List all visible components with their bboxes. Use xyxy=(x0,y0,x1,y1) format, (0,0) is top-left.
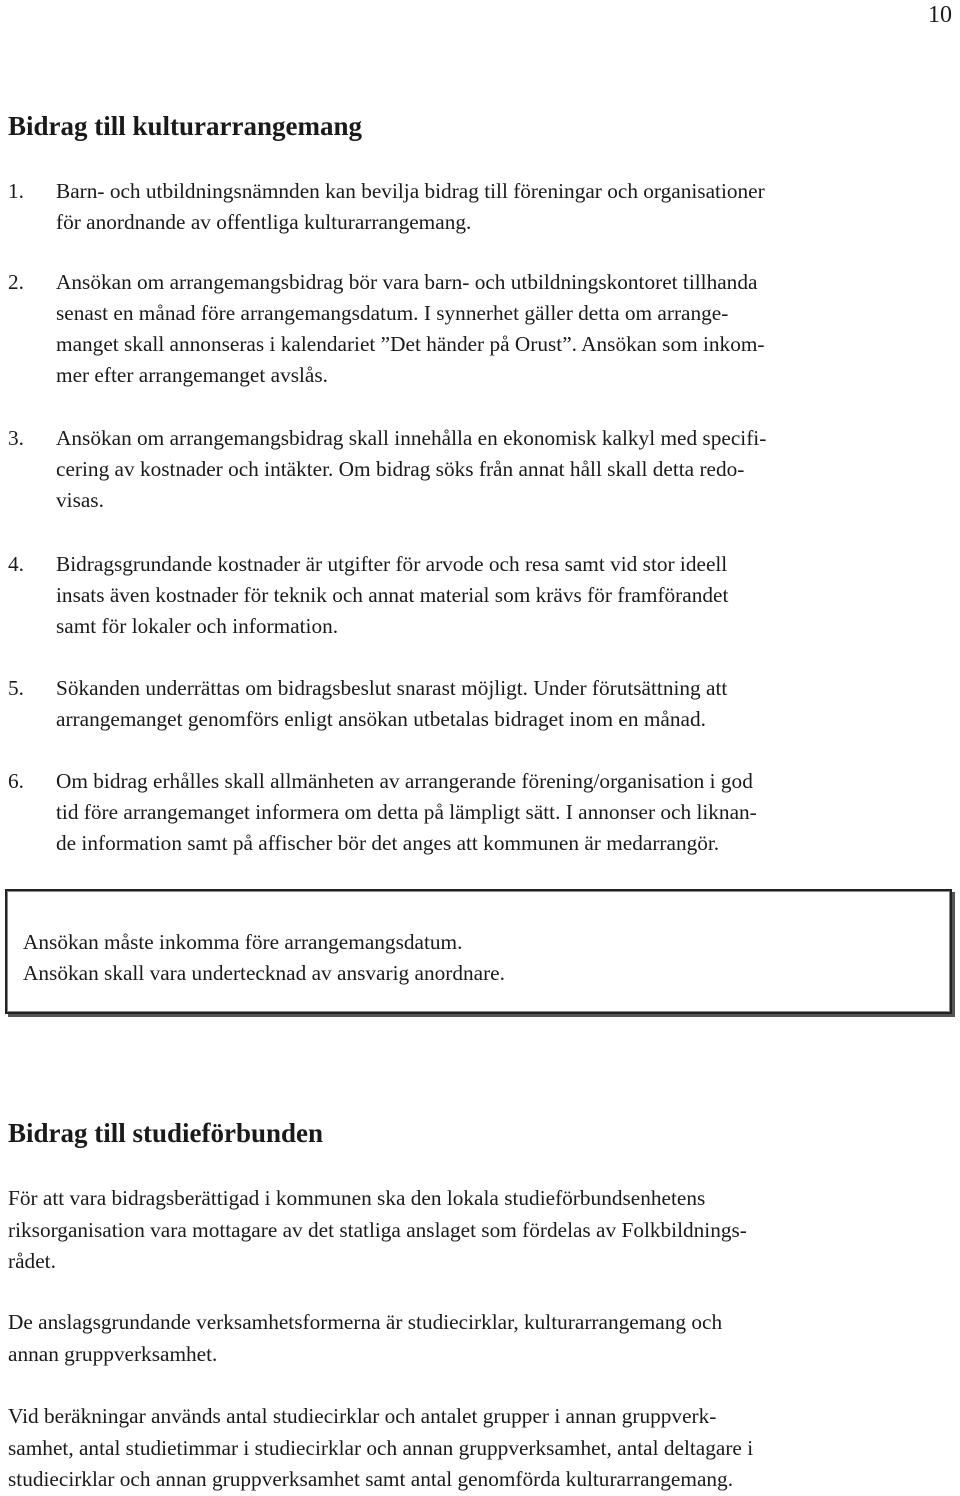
paragraph-line: De anslagsgrundande verksamhetsformerna är studiecirklar, kulturarrangemang och xyxy=(8,1310,723,1334)
item-text-line: Ansökan om arrangemangsbidrag skall innehålla en ekonomisk kalkyl med specifi- xyxy=(56,426,767,450)
notice-line: Ansökan skall vara undertecknad av ansvarig anordnare. xyxy=(23,961,505,985)
item-text-line: cering av kostnader och intäkter. Om bidrag söks från annat håll skall detta redo- xyxy=(56,457,745,481)
item-text-line: tid före arrangemanget informera om detta på lämpligt sätt. I annonser och liknan- xyxy=(56,800,757,824)
notice-line: Ansökan måste inkomma före arrangemangsdatum. xyxy=(23,930,463,954)
paragraph-line: rådet. xyxy=(8,1249,56,1273)
item-text-line: Ansökan om arrangemangsbidrag bör vara barn- och utbildningskontoret tillhanda xyxy=(56,270,758,294)
item-text-line: de information samt på affischer bör det anges att kommunen är medarrangör. xyxy=(56,831,720,855)
notice-box xyxy=(5,889,952,1014)
paragraph-activity-forms xyxy=(8,1307,953,1370)
item-number: 5. xyxy=(8,676,24,700)
paragraph-line: riksorganisation vara mottagare av det statliga anslaget som fördelas av Folkbildnings- xyxy=(8,1217,747,1242)
rule-item-2 xyxy=(8,267,953,391)
item-text-line: Om bidrag erhålles skall allmänheten av arrangerande förening/organisation i god xyxy=(56,769,753,793)
item-text-line: mer efter arrangemanget avslås. xyxy=(56,363,328,387)
paragraph-line: Vid beräkningar används antal studiecirklar och antalet grupper i annan gruppverk- xyxy=(8,1404,717,1428)
item-text-line: manget skall annonseras i kalendariet ”Det händer på Orust”. Ansökan som inkom- xyxy=(56,332,765,356)
paragraph-line: För att vara bidragsberättigad i kommunen ska den lokala studieförbundsenhetens xyxy=(8,1186,706,1210)
item-text-line: senast en månad före arrangemangsdatum. I synnerhet gäller detta om arrange- xyxy=(56,301,729,325)
rule-item-6 xyxy=(8,766,953,859)
section-heading-kulturarrangemang: Bidrag till kulturarrangemang xyxy=(8,111,363,141)
item-number: 3. xyxy=(8,426,24,450)
item-number: 4. xyxy=(8,552,24,576)
page-number: 10 xyxy=(928,2,952,28)
paragraph-line: samhet, antal studietimmar i studiecirklar och annan gruppverksamhet, antal deltagare i xyxy=(8,1435,754,1460)
item-number: 2. xyxy=(8,270,24,294)
item-text-line: samt för lokaler och information. xyxy=(56,614,339,638)
item-text-line: Barn- och utbildningsnämnden kan bevilja bidrag till föreningar och organisationer xyxy=(56,179,765,203)
rule-item-4 xyxy=(8,549,953,642)
paragraph-line: annan gruppverksamhet. xyxy=(8,1341,218,1366)
item-text-line: insats även kostnader för teknik och annat material som krävs för framförandet xyxy=(56,583,729,607)
rule-item-1 xyxy=(8,176,953,238)
item-text-line: visas. xyxy=(56,488,104,512)
item-text-line: Bidragsgrundande kostnader är utgifter för arvode och resa samt vid stor ideell xyxy=(56,552,728,576)
rule-item-5 xyxy=(8,673,953,735)
paragraph-calculations xyxy=(8,1401,953,1496)
item-text-line: Sökanden underrättas om bidragsbeslut snarast möjligt. Under förutsättning att xyxy=(56,676,728,700)
item-text-line: för anordnande av offentliga kulturarrangemang. xyxy=(56,210,472,234)
paragraph-eligibility xyxy=(8,1183,953,1278)
section-heading-studieforbunden: Bidrag till studieförbunden xyxy=(8,1118,324,1148)
item-number: 6. xyxy=(8,769,24,793)
rule-item-3 xyxy=(8,423,953,516)
item-text-line: arrangemanget genomförs enligt ansökan utbetalas bidraget inom en månad. xyxy=(56,707,706,731)
paragraph-line: studiecirklar och annan gruppverksamhet samt antal genomförda kulturarrangemang. xyxy=(8,1467,734,1491)
item-number: 1. xyxy=(8,179,24,203)
